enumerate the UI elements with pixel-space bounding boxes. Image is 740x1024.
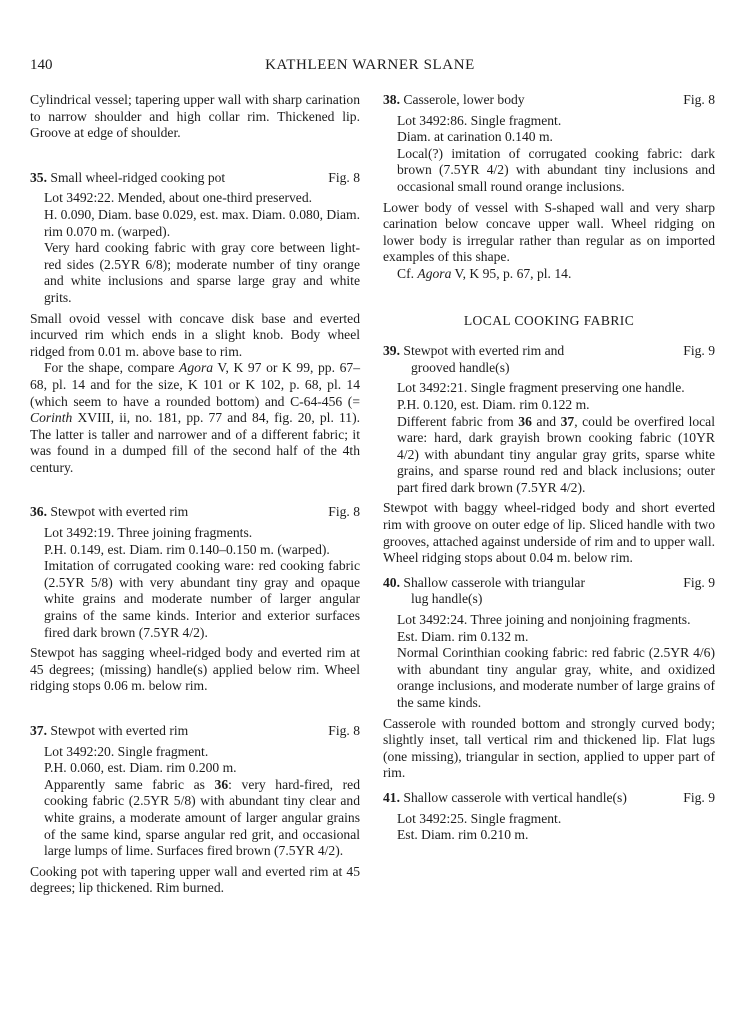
comparison-text: For the shape, compare [44, 360, 180, 376]
comparison-note [30, 360, 360, 476]
figure-reference: Fig. 8 [328, 504, 360, 520]
cross-reference: 37 [560, 413, 575, 429]
entry-heading [383, 92, 715, 109]
lot-info: Lot 3492:21. Single fragment preserving one handle. [397, 380, 685, 396]
entry-details [383, 380, 715, 496]
entry-title: Casserole, lower body [403, 92, 525, 107]
shape-description: Casserole with rounded bottom and strongly curved body; slightly inset, tall vertical rim and thickened lip. Flat lugs (one missing), triangular in section, applied to upper part of rim. [383, 715, 715, 781]
fabric-text: , could be overfired local ware: hard, dark grayish brown cooking fabric (10YR 4/2) with abundant tiny angular gray grits, sparse white grains, and sparse round red and black inclusions; outer part fired dark brown (7.5YR 4/2). [397, 413, 715, 495]
shape-description: Stewpot has sagging wheel-ridged body and everted rim at 45 degrees; (missing) handle(s) applied below rim. Wheel ridging stops 0.06 m. below rim. [30, 645, 360, 694]
comparison-publication: Agora [417, 265, 452, 281]
lot-info: Lot 3492:86. Single fragment. [397, 112, 562, 128]
catalog-entry-40 [383, 575, 715, 782]
dimensions: H. 0.090, Diam. base 0.029, est. max. Diam. 0.080, Diam. rim 0.070 m. (warped). [44, 206, 361, 239]
comparison-text: XVIII, ii, no. 181, pp. 77 and 84, fig. 20, pl. 11). The latter is taller and narrower and of a different fabric; it was found in a dumped fill of the second half of the 4th century. [30, 410, 360, 475]
figure-reference: Fig. 9 [683, 574, 715, 590]
lot-info: Lot 3492:22. Mended, about one-third preserved. [44, 190, 313, 206]
comparison-text: V, K 97 or K 99, pp. 67–68, pl. 14 and for the size, K 101 or K 102, p. 68, pl. 14 (which seem to have a rounded bottom) and C-64-456 (= [30, 360, 360, 409]
section-heading: LOCAL COOKING FABRIC [463, 312, 635, 328]
lot-info: Lot 3492:24. Three joining and nonjoining fragments. [397, 612, 691, 628]
shape-description: Cooking pot with tapering upper wall and everted rim at 45 degrees; lip thickened. Rim burned. [30, 863, 360, 896]
figure-reference: Fig. 8 [683, 92, 715, 107]
entry-title: Stewpot with everted rim [50, 504, 189, 520]
right-column [383, 92, 715, 844]
entry-title: Stewpot with everted rim [50, 723, 189, 738]
fabric-text: : very hard-fired, red cooking fabric (2.5YR 5/8) with abundant tiny clear and white grains, a moderate amount of larger angular grains of the same kind, sparse angular red grit, and occasional large lumps of lime. Surfaces fired brown (7.5YR 4/2). [44, 776, 360, 859]
dimensions: P.H. 0.149, est. Diam. rim 0.140–0.150 m. (warped). [44, 541, 330, 557]
fabric-description: Local(?) imitation of corrugated cooking fabric: dark brown (7.5YR 4/2) with abundant tiny inclusions and occasional small round orange inclusions. [397, 145, 715, 194]
entry-details [383, 113, 715, 196]
figure-reference: Fig. 9 [683, 343, 715, 359]
entry-title: Stewpot with everted rim and [403, 343, 565, 359]
catalog-entry-39 [383, 343, 715, 567]
entry-title-continued: lug handle(s) [411, 591, 483, 607]
fabric-text: Different fabric from [397, 413, 519, 429]
entry-details [30, 525, 360, 641]
entry-details [383, 612, 715, 712]
entry-number: 35. [30, 169, 47, 185]
entry-heading [30, 723, 360, 740]
entry-heading [383, 575, 715, 608]
figure-reference: Fig. 9 [683, 789, 715, 805]
left-column [30, 92, 360, 897]
entry-heading [383, 343, 715, 376]
comparison-publication: Agora [179, 360, 214, 376]
entry-number: 39. [383, 343, 400, 359]
entry-number: 37. [30, 723, 47, 738]
comparison-note [383, 266, 715, 283]
dimensions: P.H. 0.060, est. Diam. rim 0.200 m. [44, 760, 237, 776]
entry-title: Shallow casserole with triangular [403, 574, 585, 590]
fabric-description [397, 414, 715, 497]
comparison-text: Cf. [397, 265, 418, 281]
dimensions: Est. Diam. rim 0.132 m. [397, 628, 529, 644]
fabric-description [44, 777, 360, 860]
entry-title-continued: grooved handle(s) [411, 359, 510, 375]
entry-heading [30, 504, 360, 521]
comparison-publication: Corinth [30, 410, 73, 426]
fabric-description: Very hard cooking fabric with gray core between light-red sides (2.5YR 6/8); moderate number of tiny orange and white inclusions and sparse large gray and white grits. [44, 240, 360, 305]
intro-description: Cylindrical vessel; tapering upper wall with sharp carination to narrow shoulder and high collar rim. Thickened lip. Groove at edge of shoulder. [30, 92, 360, 141]
comparison-text: V, K 95, p. 67, pl. 14. [451, 265, 572, 281]
entry-details [383, 811, 715, 844]
entry-number: 38. [383, 92, 400, 107]
entry-details [30, 190, 360, 306]
fabric-text: and [531, 413, 561, 429]
shape-description: Stewpot with baggy wheel-ridged body and short everted rim with groove on outer edge of lip. Sliced handle with two grooves, attached against underside of rim and to upper wall. Wheel ridging stops about 0.04 m. below rim. [383, 500, 715, 566]
entry-number: 40. [383, 574, 400, 590]
shape-description: Lower body of vessel with S-shaped wall and very sharp carination below concave upper wall. Wheel ridging on lower body is irregular rather than regular as on imported examples of this shape. [383, 199, 715, 265]
lot-info: Lot 3492:19. Three joining fragments. [44, 525, 253, 541]
catalog-entry-41 [383, 790, 715, 844]
shape-description: Small ovoid vessel with concave disk base and everted incurved rim which ends in a slight knob. Body wheel ridged from 0.01 m. above base to rim. [30, 310, 360, 359]
lot-info: Lot 3492:20. Single fragment. [44, 743, 209, 759]
entry-title: Small wheel-ridged cooking pot [50, 169, 226, 185]
entry-number: 41. [383, 789, 400, 805]
dimensions: P.H. 0.120, est. Diam. rim 0.122 m. [397, 396, 590, 412]
catalog-entry-35 [30, 170, 360, 477]
entry-number: 36. [30, 504, 47, 520]
catalog-entry-37 [30, 723, 360, 897]
page-header [30, 57, 710, 79]
figure-reference: Fig. 8 [328, 169, 360, 185]
lot-info: Lot 3492:25. Single fragment. [397, 810, 562, 826]
fabric-description: Imitation of corrugated cooking ware: red cooking fabric (2.5YR 5/8) with very abundant tiny gray and opaque white grains and moderate number of larger angular grains of the same kinds. Interior and exterior surfaces fired dark brown (7.5YR 4/2). [44, 558, 360, 640]
cross-reference: 36 [518, 413, 532, 429]
figure-reference: Fig. 8 [328, 723, 360, 738]
fabric-text: Apparently same fabric as [44, 776, 215, 792]
page-number: 140 [30, 57, 53, 73]
catalog-entry-38 [383, 92, 715, 283]
cross-reference: 36 [214, 776, 229, 792]
running-title: KATHLEEN WARNER SLANE [265, 57, 475, 73]
entry-heading [30, 170, 360, 187]
entry-heading [383, 790, 715, 807]
entry-details [30, 744, 360, 860]
dimensions: Est. Diam. rim 0.210 m. [397, 827, 529, 843]
dimensions: Diam. at carination 0.140 m. [397, 129, 553, 145]
catalog-entry-36 [30, 504, 360, 695]
entry-title: Shallow casserole with vertical handle(s) [403, 789, 627, 805]
fabric-description: Normal Corinthian cooking fabric: red fabric (2.5YR 4/6) with abundant tiny angular gray, white, and oxidized orange inclusions, and moderate number of large grains of the same kinds. [397, 645, 715, 710]
